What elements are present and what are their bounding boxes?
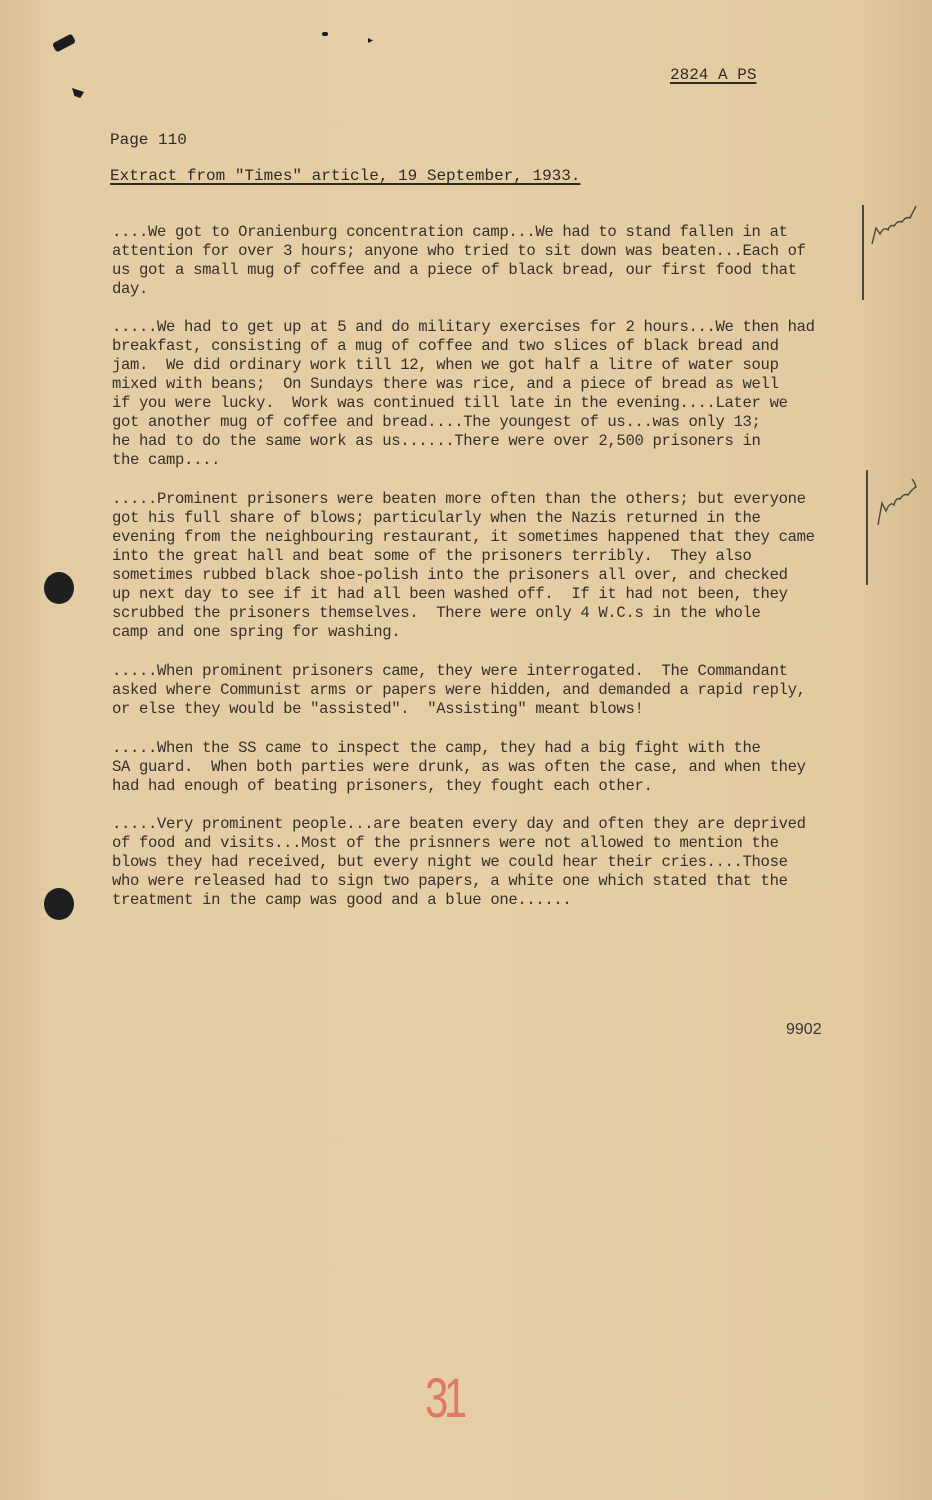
text-line: into the great hall and beat some of the prisoners terribly. They also xyxy=(112,547,752,565)
text-line: if you were lucky. Work was continued till late in the evening....Later we xyxy=(112,394,788,412)
text-line: ....We got to Oranienburg concentration camp...We had to stand fallen in at xyxy=(112,223,788,241)
paper-tear-mark xyxy=(368,38,373,43)
text-line: mixed with beans; On Sundays there was rice, and a piece of bread as well xyxy=(112,375,779,393)
text-line: .....When the SS came to inspect the camp, they had a big fight with the xyxy=(112,739,761,757)
text-line: had had enough of beating prisoners, they fought each other. xyxy=(112,777,653,795)
text-line: .....Prominent prisoners were beaten more often than the others; but everyone xyxy=(112,490,806,508)
text-line: of food and visits...Most of the prisnners were not allowed to mention the xyxy=(112,834,779,852)
margin-line xyxy=(862,205,864,300)
handwritten-initials-icon xyxy=(868,200,922,250)
text-line: blows they had received, but every night we could hear their cries....Those xyxy=(112,853,788,871)
paper-tear-mark xyxy=(322,32,328,36)
text-line: breakfast, consisting of a mug of coffee and two slices of black bread and xyxy=(112,337,779,355)
text-line: or else they would be "assisted". "Assisting" meant blows! xyxy=(112,700,644,718)
text-line: evening from the neighbouring restaurant, it sometimes happened that they came xyxy=(112,528,815,546)
punch-hole xyxy=(44,572,74,604)
text-line: day. xyxy=(112,280,149,298)
stamp-number: 9902 xyxy=(786,1021,822,1038)
paper-tear-mark xyxy=(52,33,76,52)
text-line: camp and one spring for washing. xyxy=(112,623,401,641)
margin-line xyxy=(866,470,868,585)
text-line: he had to do the same work as us......There were over 2,500 prisoners in xyxy=(112,432,761,450)
handwritten-initials-icon xyxy=(872,475,922,530)
text-line: .....Very prominent people...are beaten every day and often they are deprived xyxy=(112,815,806,833)
text-line: who were released had to sign two papers, a white one which stated that the xyxy=(112,872,788,890)
page-label: Page 110 xyxy=(110,131,187,149)
text-line: attention for over 3 hours; anyone who tried to sit down was beaten...Each of xyxy=(112,242,806,260)
text-line: jam. We did ordinary work till 12, when we got half a litre of water soup xyxy=(112,356,779,374)
text-line: got another mug of coffee and bread....The youngest of us...was only 13; xyxy=(112,413,761,431)
document-heading: Extract from "Times" article, 19 September, 1933. xyxy=(110,167,581,185)
text-line: up next day to see if it had all been washed off. If it had not been, they xyxy=(112,585,788,603)
text-line: sometimes rubbed black shoe-polish into the prisoners all over, and checked xyxy=(112,566,788,584)
text-line: .....When prominent prisoners came, they were interrogated. The Commandant xyxy=(112,662,788,680)
document-reference: 2824 A PS xyxy=(670,66,757,84)
text-line: us got a small mug of coffee and a piece of black bread, our first food that xyxy=(112,261,797,279)
text-line: .....We had to get up at 5 and do military exercises for 2 hours...We then had xyxy=(112,318,815,336)
text-line: SA guard. When both parties were drunk, as was often the case, and when they xyxy=(112,758,806,776)
paper-tear-mark xyxy=(72,88,84,98)
text-line: scrubbed the prisoners themselves. There were only 4 W.C.s in the whole xyxy=(112,604,761,622)
text-line: treatment in the camp was good and a blue one...... xyxy=(112,891,572,909)
punch-hole xyxy=(44,888,74,920)
text-line: got his full share of blows; particularly when the Nazis returned in the xyxy=(112,509,761,527)
red-pencil-number: 31 xyxy=(425,1366,463,1429)
text-line: the camp.... xyxy=(112,451,221,469)
text-line: asked where Communist arms or papers were hidden, and demanded a rapid reply, xyxy=(112,681,806,699)
